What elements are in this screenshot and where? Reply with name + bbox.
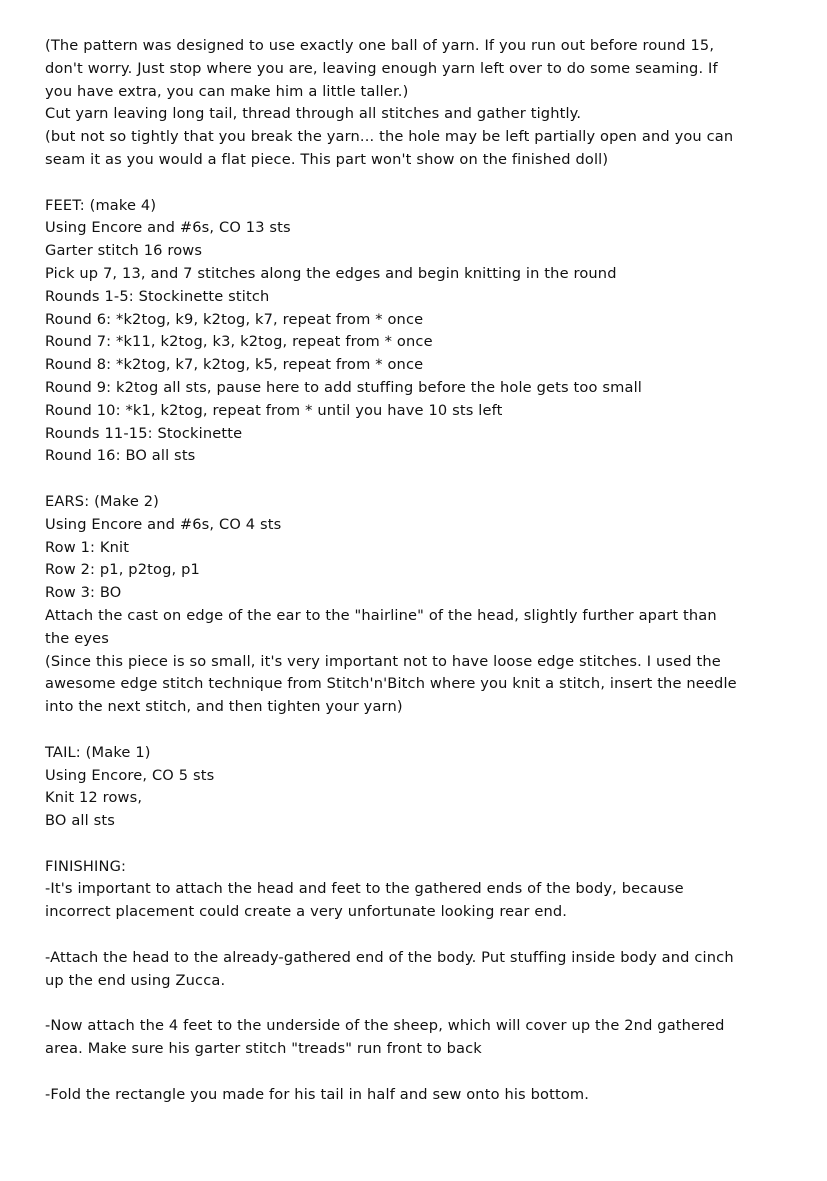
text-line: Knit 12 rows, [45,789,143,807]
text-line: Using Encore and #6s, CO 4 sts [45,515,282,533]
text-line: Using Encore and #6s, CO 13 sts [45,219,291,237]
text-line: Rounds 1-5: Stockinette stitch [45,287,270,305]
text-line: Round 6: *k2tog, k9, k2tog, k7, repeat from * once [45,310,424,328]
intro-section [45,35,793,172]
text-line: Round 16: BO all sts [45,447,196,465]
text-line: Using Encore, CO 5 sts [45,766,215,784]
text-line: -Fold the rectangle you made for his tail in half and sew onto his bottom. [45,1085,590,1103]
section-heading-feet: FEET: (make 4) [45,196,157,214]
text-line: incorrect placement could create a very unfortunate looking rear end. [45,903,568,921]
blank-line [45,1061,793,1084]
text-line: Row 1: Knit [45,538,130,556]
text-line: Attach the cast on edge of the ear to the "hairline" of the head, slightly further apart than [45,606,717,624]
text-line: Row 3: BO [45,584,122,602]
text-line: you have extra, you can make him a little taller.) [45,82,409,100]
text-line: area. Make sure his garter stitch "treads" run front to back [45,1040,482,1058]
blank-line [45,719,793,742]
blank-line [45,833,793,856]
blank-line [45,172,793,195]
text-line: -It's important to attach the head and feet to the gathered ends of the body, because [45,880,684,898]
text-line: -Attach the head to the already-gathered end of the body. Put stuffing inside body and cinch [45,948,734,966]
text-line: Cut yarn leaving long tail, thread through all stitches and gather tightly. [45,105,582,123]
blank-line [45,924,793,947]
section-heading-tail: TAIL: (Make 1) [45,743,151,761]
text-line: Garter stitch 16 rows [45,242,203,260]
text-line: up the end using Zucca. [45,971,226,989]
text-line: Round 8: *k2tog, k7, k2tog, k5, repeat from * once [45,356,424,374]
text-line: Round 9: k2tog all sts, pause here to add stuffing before the hole gets too small [45,378,642,396]
blank-line [45,468,793,491]
ears-section [45,491,793,719]
text-line: (Since this piece is so small, it's very important not to have loose edge stitches. I used the [45,652,721,670]
section-heading-ears: EARS: (Make 2) [45,492,160,510]
finishing-section [45,856,793,1107]
text-line: Round 10: *k1, k2tog, repeat from * until you have 10 sts left [45,401,503,419]
text-line: don't worry. Just stop where you are, leaving enough yarn left over to do some seaming. If [45,59,718,77]
section-heading-finishing: FINISHING: [45,857,127,875]
text-line: (The pattern was designed to use exactly one ball of yarn. If you run out before round 15, [45,37,715,54]
text-line: Rounds 11-15: Stockinette [45,424,243,442]
text-line: Round 7: *k11, k2tog, k3, k2tog, repeat from * once [45,333,433,351]
text-line: Pick up 7, 13, and 7 stitches along the edges and begin knitting in the round [45,264,617,282]
text-line: -Now attach the 4 feet to the underside of the sheep, which will cover up the 2nd gathered [45,1017,725,1035]
blank-line [45,992,793,1015]
text-line: Row 2: p1, p2tog, p1 [45,561,200,579]
text-line: (but not so tightly that you break the yarn... the hole may be left partially open and you can [45,128,734,146]
tail-section [45,742,793,833]
document-page [45,35,793,1106]
text-line: into the next stitch, and then tighten your yarn) [45,698,403,716]
text-line: awesome edge stitch technique from Stitch'n'Bitch where you knit a stitch, insert the needle [45,675,737,693]
text-line: the eyes [45,629,109,647]
text-line: BO all sts [45,812,116,830]
text-line: seam it as you would a flat piece. This part won't show on the finished doll) [45,150,609,168]
feet-section [45,195,793,469]
